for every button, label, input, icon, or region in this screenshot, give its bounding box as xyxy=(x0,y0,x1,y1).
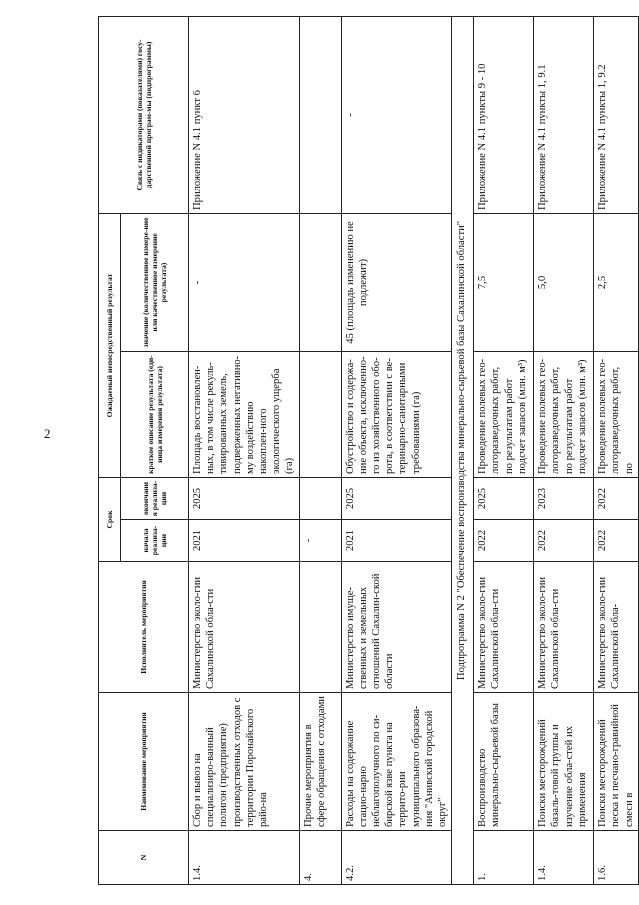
row-name: Прочие мероприятия в сфере обращения с отходами xyxy=(299,693,341,831)
header-name: Наименование мероприятия xyxy=(99,693,189,831)
header-term: Срок xyxy=(99,477,121,561)
row-value: 2,5 xyxy=(594,213,639,351)
rotated-page-content xyxy=(98,17,635,885)
row-executor: Министерство эколо-гии Сахалинской обла-сти xyxy=(189,562,300,693)
header-executor: Исполнитель мероприятия xyxy=(99,562,189,693)
row-desc: Обустройство и содержа-ние объекта, исключенно-го из хозяйственного обо-рота, в соответствии с ве-теринарно-санитарными требованиями (га) xyxy=(341,351,452,477)
row-link: Приложение N 4.1 пункты 1, 9.2 xyxy=(594,16,639,213)
row-start: 2022 xyxy=(534,520,594,562)
row-executor: Министерство эколо-гии Сахалинской обла-сти xyxy=(534,562,594,693)
header-link: Связь с индикаторами (показателями) госу-дарственной програм-мы (подпрограммы) xyxy=(99,16,189,213)
row-start: - xyxy=(299,520,341,562)
row-num: 1.6. xyxy=(594,831,639,885)
row-name: Воспроизводство минерально-сырьевой базы xyxy=(474,693,534,831)
row-link: Приложение N 4.1 пункты 1, 9.1 xyxy=(534,16,594,213)
row-executor: Министерство эколо-гии Сахалинской обла- xyxy=(594,562,639,693)
row-executor: Министерство эколо-гии Сахалинской обла-сти xyxy=(474,562,534,693)
row-name: Расходы на содержание стацио-нарно неблагополучного по си-бирской язве пункта на террито-рии муниципального образова-ния "Анивский городской округ" xyxy=(341,693,452,831)
row-name: Сбор и вывоз на специализиро-ванный полигон (предприятие) производственных отходов с территории Поронайского райо-на xyxy=(189,693,300,831)
row-value: - xyxy=(189,213,300,351)
row-num: 1. xyxy=(474,831,534,885)
row-end: 2025 xyxy=(189,477,300,519)
activities-table xyxy=(98,16,639,885)
row-end: 2025 xyxy=(474,477,534,519)
row-value: 45 (площадь изменению не подлежит) xyxy=(341,213,452,351)
row-start: 2022 xyxy=(594,520,639,562)
table-row xyxy=(341,16,452,884)
row-desc: Проведение полевых гео-логоразведочных работ, по результатам работ подсчет запасов (млн. м³) xyxy=(534,351,594,477)
row-desc: Площадь восстановлен-ных, в том числе рекуль-тивированных земель, подверженных негативно-му воздействию накоплен-ного экологического ущерба (га) xyxy=(189,351,300,477)
header-term-end: окончания реализа-ции xyxy=(121,477,189,519)
table-row xyxy=(299,16,341,884)
row-start: 2021 xyxy=(189,520,300,562)
row-link: Приложение N 4.1 пункт 6 xyxy=(189,16,300,213)
subprogram-title: Подпрограмма N 2 "Обеспечение воспроизводства минерально-сырьевой базы Сахалинской области" xyxy=(452,16,474,884)
row-num: 4.2. xyxy=(341,831,452,885)
header-expected-desc: краткое описание результата (еди-ница измерения результата) xyxy=(121,351,189,477)
row-start: 2022 xyxy=(474,520,534,562)
table-row xyxy=(189,16,300,884)
header-term-start: начала реализа-ции xyxy=(121,520,189,562)
row-num: 4. xyxy=(299,831,341,885)
row-link: - xyxy=(341,16,452,213)
header-expected: Ожидаемый непосредственный результат xyxy=(99,213,121,477)
subprogram-row xyxy=(452,16,474,884)
row-desc: Проведение полевых гео-логоразведочных работ, по xyxy=(594,351,639,477)
row-link: Приложение N 4.1 пункты 9 - 10 xyxy=(474,16,534,213)
row-num: 1.4. xyxy=(189,831,300,885)
row-executor xyxy=(299,562,341,693)
row-start: 2021 xyxy=(341,520,452,562)
row-executor: Министерство имуще-ственных и земельных отношений Сахалин-ской области xyxy=(341,562,452,693)
row-end xyxy=(299,477,341,519)
header-num: N xyxy=(99,831,189,885)
row-num: 1.4. xyxy=(534,831,594,885)
row-name: Поиски месторождений песка и песчано-гравийной смеси в xyxy=(594,693,639,831)
row-end: 2022 xyxy=(594,477,639,519)
row-name: Поиски месторождений базаль-товой группы и изучение обла-стей их применения xyxy=(534,693,594,831)
row-end: 2023 xyxy=(534,477,594,519)
row-desc xyxy=(299,351,341,477)
row-value: 5,0 xyxy=(534,213,594,351)
row-desc: Проведение полевых гео-логоразведочных работ, по результатам работ подсчет запасов (млн. м³) xyxy=(474,351,534,477)
table-row xyxy=(534,16,594,884)
header-expected-value: значение (количественное измере-ние или качественное измерение результата) xyxy=(121,213,189,351)
row-link xyxy=(299,16,341,213)
table-row xyxy=(594,16,639,884)
page-number: 2 xyxy=(44,426,51,441)
table-row xyxy=(474,16,534,884)
row-end: 2025 xyxy=(341,477,452,519)
row-value xyxy=(299,213,341,351)
row-value: 7,5 xyxy=(474,213,534,351)
